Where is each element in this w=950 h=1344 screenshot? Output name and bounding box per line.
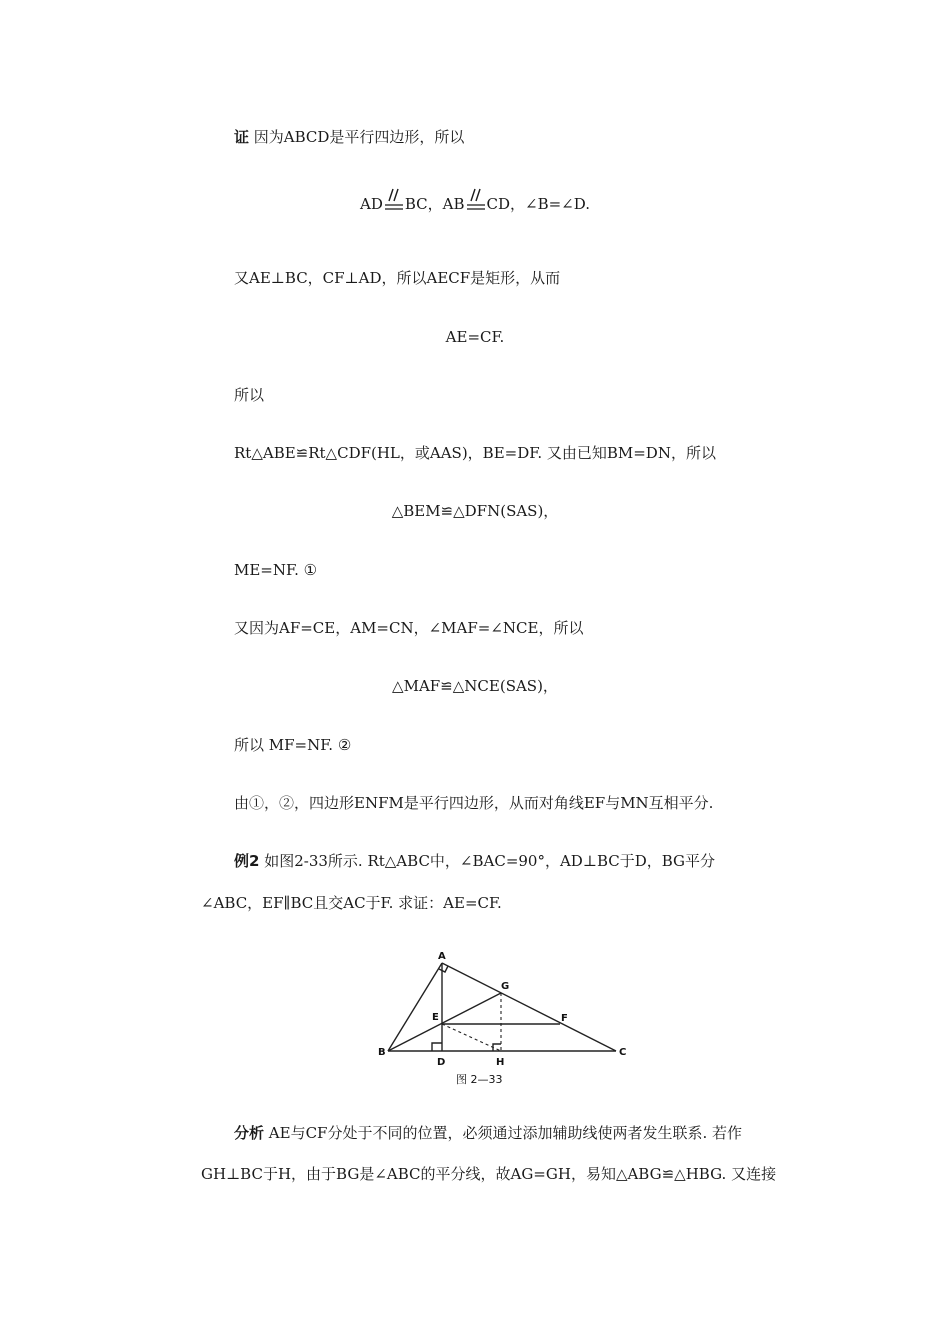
analysis-line-2: GH⊥BC于H，由于BG是∠ABC的平分线，故AG=GH，易知△ABG≌△HBG. 又连接 bbox=[201, 1165, 777, 1183]
triangle-figure bbox=[370, 948, 640, 1090]
proof-line-10: △MAF≌△NCE(SAS)， bbox=[392, 677, 558, 695]
figure-caption: 图 2—33 bbox=[456, 1073, 503, 1086]
proof-line-9: 又因为AF=CE，AM=CN，∠MAF=∠NCE，所以 bbox=[234, 619, 584, 637]
proof-line-11: 所以 MF=NF. ② bbox=[234, 736, 352, 754]
segment-bc-ab: BC，AB bbox=[404, 195, 465, 213]
proof-line-7: △BEM≌△DFN(SAS)， bbox=[391, 502, 559, 520]
proof-text-1: 因为ABCD是平行四边形，所以 bbox=[253, 128, 465, 146]
label-e: E bbox=[432, 1012, 439, 1023]
analysis-text-1: AE与CF分处于不同的位置，必须通过添加辅助线使两者发生联系. 若作 bbox=[268, 1124, 743, 1142]
proof-line-3: 又AE⊥BC，CF⊥AD，所以AECF是矩形，从而 bbox=[234, 269, 561, 287]
label-g: G bbox=[501, 981, 510, 992]
proof-label: 证 bbox=[234, 128, 250, 146]
segment-bg bbox=[388, 993, 501, 1051]
segment-cd-angles: CD，∠B=∠D. bbox=[486, 195, 590, 213]
label-a: A bbox=[438, 951, 446, 962]
proof-line-8: ME=NF. ① bbox=[234, 561, 318, 579]
right-angle-d bbox=[432, 1043, 442, 1051]
proof-line-12: 由①，②，四边形ENFM是平行四边形，从而对角线EF与MN互相平分. bbox=[234, 794, 714, 812]
proof-line-5: 所以 bbox=[234, 386, 265, 404]
analysis-line-1 bbox=[234, 1123, 742, 1143]
proof-line-4: AE=CF. bbox=[445, 328, 505, 346]
proof-line-6: Rt△ABE≌Rt△CDF(HL，或AAS)，BE=DF. 又由已知BM=DN，所以 bbox=[234, 444, 716, 462]
example-text-1: 如图2-33所示. Rt△ABC中，∠BAC=90°，AD⊥BC于D，BG平分 bbox=[264, 852, 716, 870]
analysis-label: 分析 bbox=[234, 1124, 265, 1142]
label-d: D bbox=[437, 1057, 446, 1068]
proof-line-1 bbox=[234, 127, 464, 147]
label-c: C bbox=[619, 1047, 627, 1058]
label-b: B bbox=[378, 1047, 386, 1058]
parallel-equal-icon bbox=[383, 194, 405, 214]
label-f: F bbox=[561, 1013, 568, 1024]
example-line-2: ∠ABC，EF∥BC且交AC于F. 求证：AE=CF. bbox=[201, 894, 502, 912]
segment-ad: AD bbox=[360, 195, 383, 213]
parallel-equal-statement bbox=[0, 194, 950, 214]
example-line-1 bbox=[234, 851, 715, 871]
parallel-equal-icon bbox=[465, 194, 487, 214]
segment-eh bbox=[442, 1024, 501, 1051]
label-h: H bbox=[496, 1057, 505, 1068]
example-label: 例2 bbox=[234, 852, 260, 870]
segment-ac bbox=[442, 963, 616, 1051]
right-angle-h bbox=[493, 1044, 501, 1051]
